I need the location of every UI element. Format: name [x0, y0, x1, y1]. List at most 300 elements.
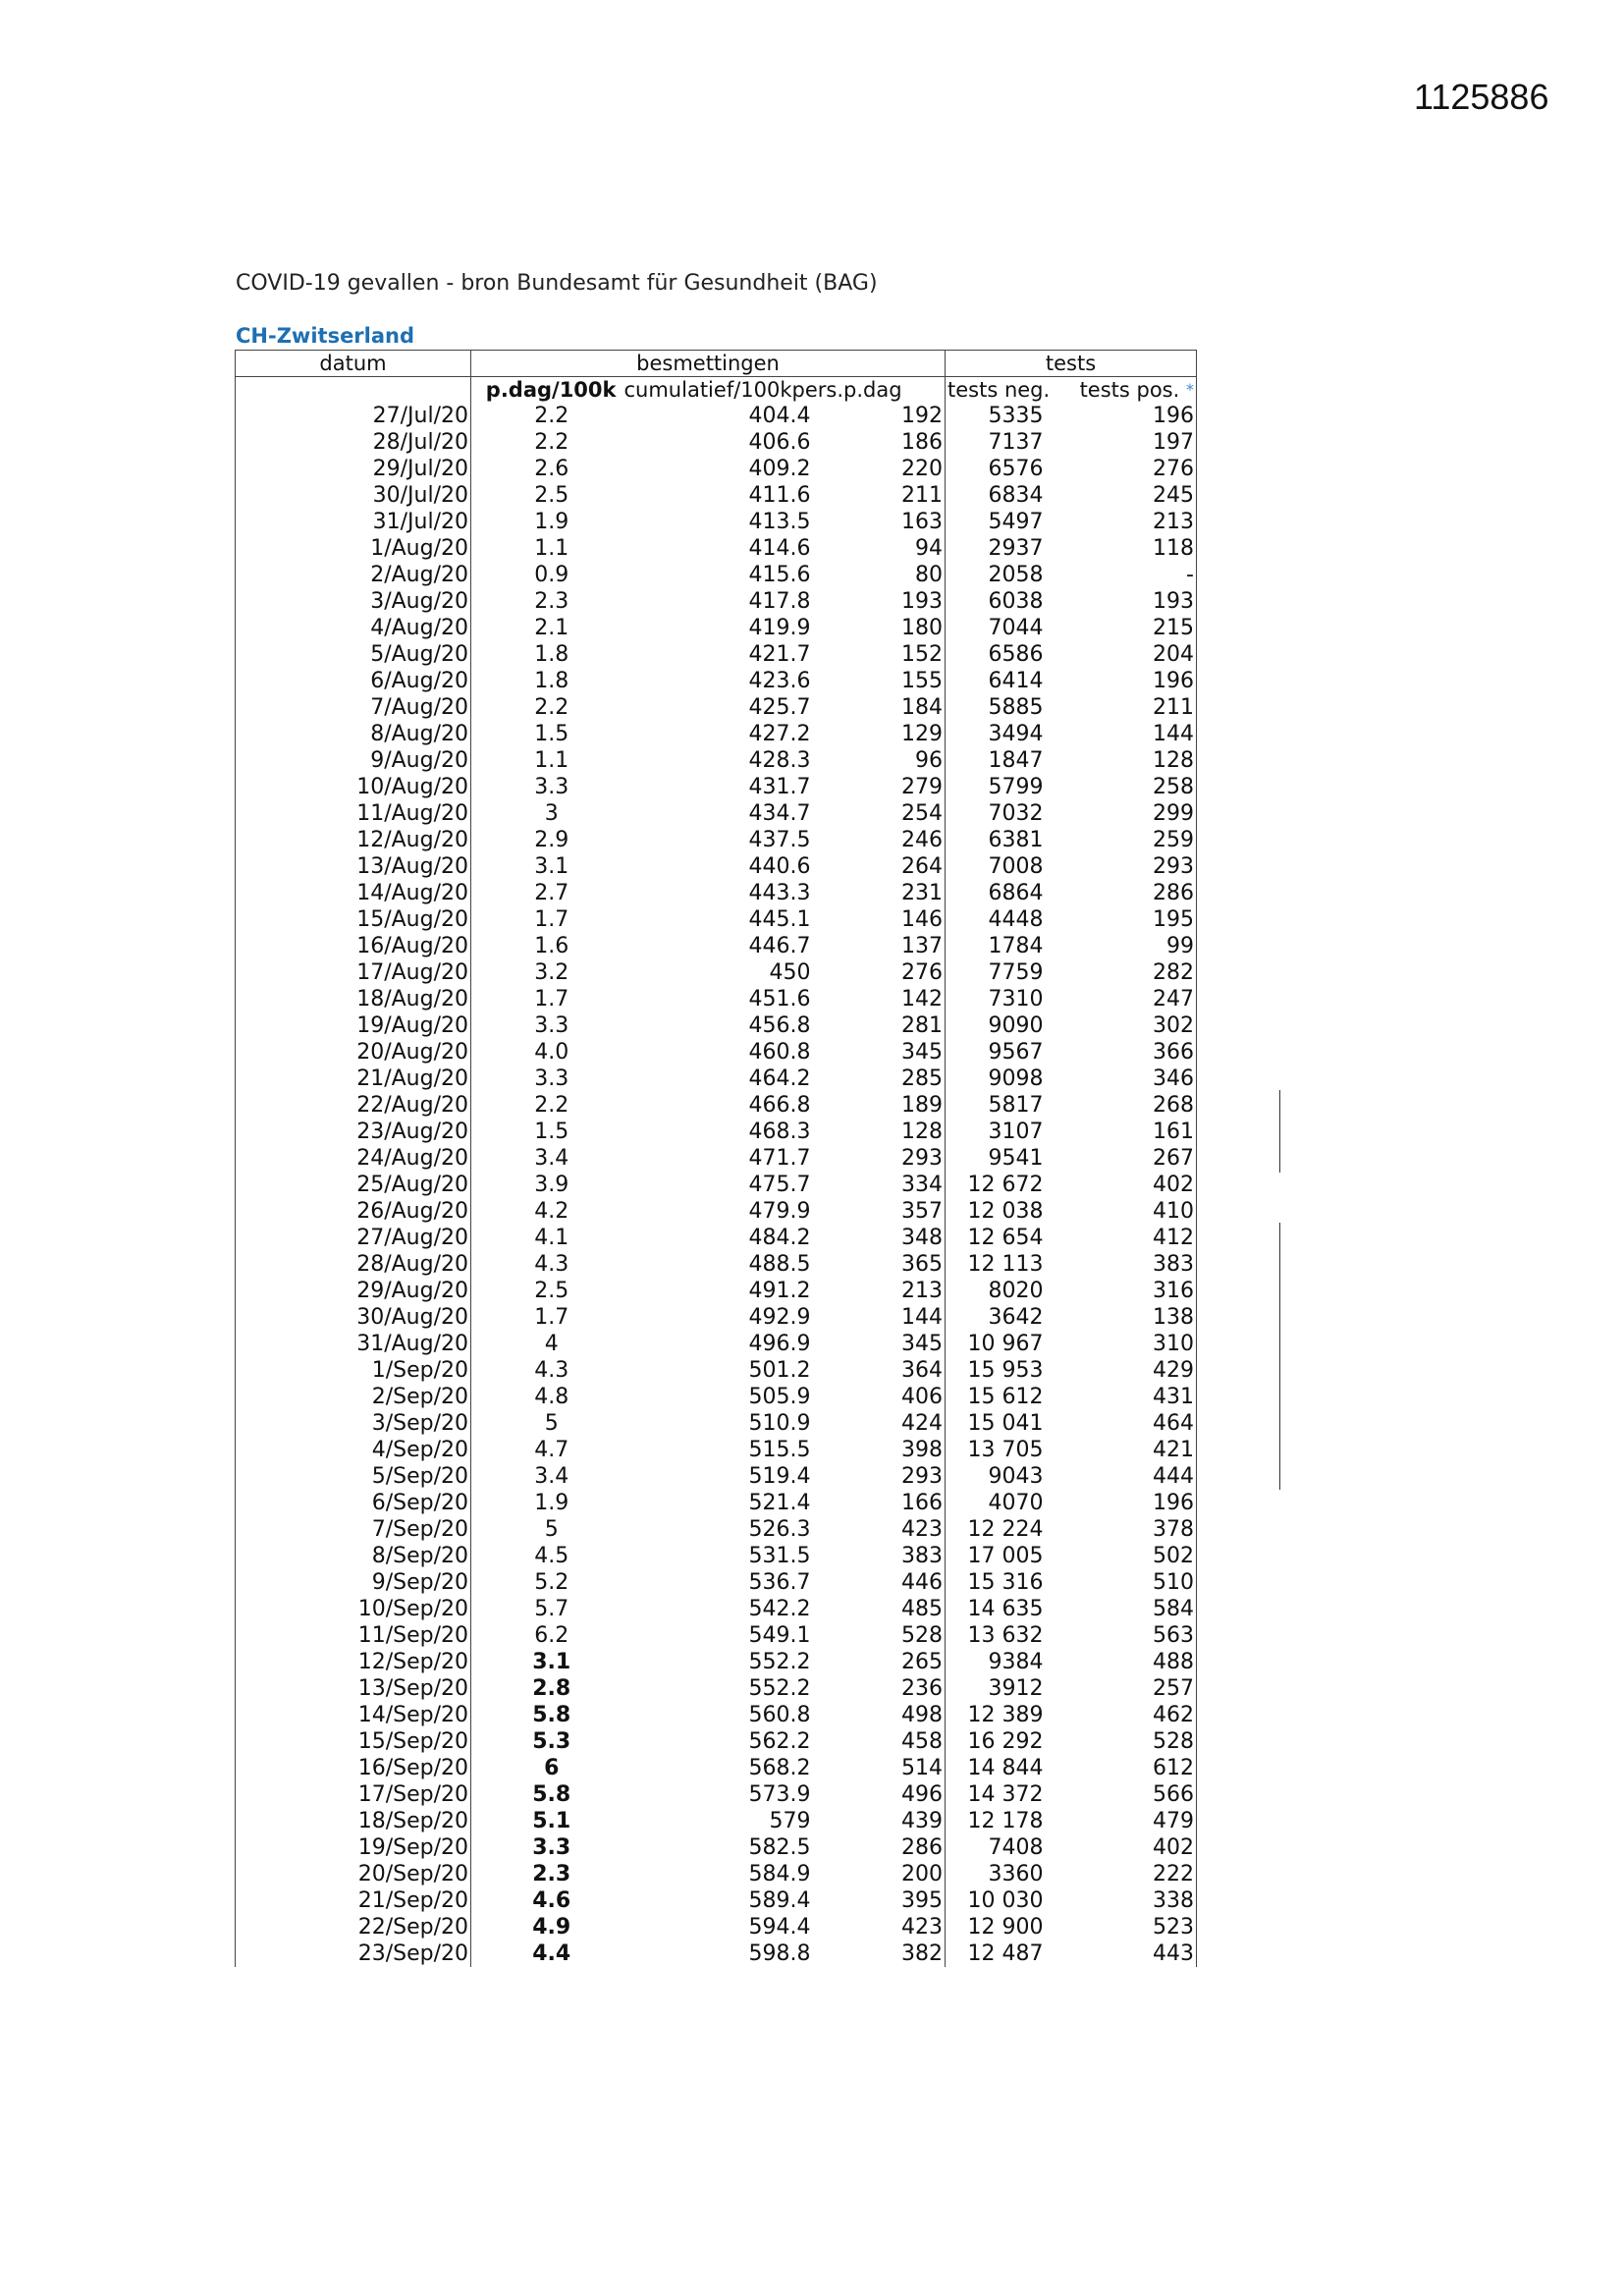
cell-datum: 30/Aug/20: [236, 1304, 471, 1331]
cell-p-dag-100k: 2.2: [534, 430, 569, 455]
cell-tests-neg: 3912: [988, 1676, 1044, 1701]
cell-tests-pos: 316: [1073, 1278, 1197, 1304]
cell-per-dag: 281: [825, 1012, 946, 1039]
cell-datum: 7/Sep/20: [236, 1516, 471, 1543]
cell-tests-pos: 211: [1073, 694, 1197, 721]
cell-cumulatief: 446.7: [748, 934, 811, 958]
footnote-marker: *: [1186, 380, 1194, 399]
page-caption: COVID-19 gevallen - bron Bundesamt für Gesundheit (BAG): [236, 271, 878, 296]
cell-per-dag: 293: [825, 1145, 946, 1172]
cell-p-dag-100k: 2.3: [534, 589, 569, 614]
cell-per-dag: 193: [825, 588, 946, 615]
cell-tests-neg: 12 113: [967, 1252, 1044, 1277]
cell-datum: 13/Sep/20: [236, 1675, 471, 1702]
cell-tests-neg: 7408: [988, 1835, 1044, 1860]
table-row: [236, 1702, 1197, 1728]
cell-p-dag-100k: 3.3: [534, 775, 569, 799]
cell-p-dag-100k: 1.9: [534, 510, 569, 534]
cell-per-dag: 264: [825, 853, 946, 880]
cell-cumulatief: 417.8: [748, 589, 811, 614]
cell-cumulatief: 415.6: [748, 563, 811, 587]
document-id: 1125886: [1414, 77, 1549, 117]
cell-datum: 2/Sep/20: [236, 1384, 471, 1410]
table-row: [236, 800, 1197, 827]
table-row: [236, 1490, 1197, 1516]
cell-tests-neg: 7759: [988, 960, 1044, 985]
cell-datum: 29/Aug/20: [236, 1278, 471, 1304]
cell-tests-neg: 13 632: [967, 1623, 1044, 1648]
cell-p-dag-100k: 5.1: [532, 1809, 571, 1833]
table-row: [236, 1543, 1197, 1569]
cell-p-dag-100k: 1.7: [534, 907, 569, 932]
cell-datum: 19/Sep/20: [236, 1834, 471, 1861]
cell-per-dag: 146: [825, 906, 946, 933]
cell-tests-pos: 366: [1073, 1039, 1197, 1066]
cell-tests-pos: 584: [1073, 1596, 1197, 1622]
cell-per-dag: 423: [825, 1914, 946, 1941]
cell-cumulatief: 552.2: [748, 1650, 811, 1674]
cell-per-dag: 498: [825, 1702, 946, 1728]
table-row: [236, 1066, 1197, 1092]
cell-tests-neg: 12 389: [967, 1703, 1044, 1727]
cell-tests-neg: 15 316: [967, 1570, 1044, 1595]
cell-datum: 9/Sep/20: [236, 1569, 471, 1596]
cell-datum: 16/Sep/20: [236, 1755, 471, 1781]
cell-p-dag-100k: 5.8: [532, 1782, 571, 1807]
cell-tests-neg: 2937: [988, 536, 1044, 561]
cell-tests-neg: 3494: [988, 722, 1044, 746]
cell-per-dag: 345: [825, 1331, 946, 1357]
cell-tests-pos: 566: [1073, 1781, 1197, 1808]
cell-tests-neg: 9090: [988, 1013, 1044, 1038]
cell-p-dag-100k: 4.3: [534, 1252, 569, 1277]
cell-datum: 21/Aug/20: [236, 1066, 471, 1092]
cell-cumulatief: 419.9: [748, 616, 811, 640]
table-row: [236, 1039, 1197, 1066]
cell-p-dag-100k: 4.3: [534, 1358, 569, 1383]
cell-cumulatief: 526.3: [748, 1517, 811, 1542]
cell-p-dag-100k: 2.9: [534, 828, 569, 852]
cell-tests-neg: 10 030: [967, 1888, 1044, 1913]
table-row: [236, 1834, 1197, 1861]
cell-tests-pos: 196: [1073, 1490, 1197, 1516]
cell-tests-neg: 7008: [988, 854, 1044, 879]
cell-per-dag: 155: [825, 668, 946, 694]
cell-datum: 24/Aug/20: [236, 1145, 471, 1172]
cell-datum: 1/Sep/20: [236, 1357, 471, 1384]
cell-tests-pos: 310: [1073, 1331, 1197, 1357]
cell-per-dag: 395: [825, 1887, 946, 1914]
cell-tests-neg: 12 224: [967, 1517, 1044, 1542]
cell-tests-neg: 7032: [988, 801, 1044, 826]
cell-tests-neg: 10 967: [967, 1332, 1044, 1356]
cell-tests-pos: 299: [1073, 800, 1197, 827]
header-tests-pos: [1073, 377, 1197, 404]
cell-tests-neg: 4070: [988, 1491, 1044, 1515]
cell-tests-pos: 502: [1073, 1543, 1197, 1569]
cell-cumulatief: 582.5: [748, 1835, 811, 1860]
cell-cumulatief: 488.5: [748, 1252, 811, 1277]
cell-cumulatief: 519.4: [748, 1464, 811, 1489]
cell-datum: 26/Aug/20: [236, 1198, 471, 1225]
table-row: [236, 1331, 1197, 1357]
table-row: [236, 774, 1197, 800]
cell-cumulatief: 589.4: [748, 1888, 811, 1913]
cell-tests-neg: 6381: [988, 828, 1044, 852]
cell-per-dag: 276: [825, 959, 946, 986]
cell-datum: 27/Jul/20: [236, 403, 471, 429]
header-p-dag-100k: p.dag/100k: [485, 378, 617, 402]
cell-tests-neg: 8020: [988, 1279, 1044, 1303]
cell-per-dag: 286: [825, 1834, 946, 1861]
cell-cumulatief: 536.7: [748, 1570, 811, 1595]
table-row: [236, 933, 1197, 959]
cell-per-dag: 458: [825, 1728, 946, 1755]
cell-tests-neg: 7310: [988, 987, 1044, 1011]
cell-p-dag-100k: 5.3: [532, 1729, 571, 1754]
cell-cumulatief: 584.9: [748, 1862, 811, 1886]
cell-cumulatief: 427.2: [748, 722, 811, 746]
cell-tests-neg: 15 041: [967, 1411, 1044, 1436]
cell-datum: 30/Jul/20: [236, 482, 471, 509]
cell-p-dag-100k: 1.1: [534, 748, 569, 773]
header-tests-pos-label: tests pos.: [1079, 378, 1180, 402]
cell-datum: 14/Aug/20: [236, 880, 471, 906]
header-datum-blank: [236, 377, 471, 404]
cell-per-dag: 265: [825, 1649, 946, 1675]
table-row: [236, 1251, 1197, 1278]
cell-tests-neg: 5885: [988, 695, 1044, 720]
cell-p-dag-100k: 4.1: [534, 1226, 569, 1250]
cell-per-dag: 213: [825, 1278, 946, 1304]
cell-cumulatief: 501.2: [748, 1358, 811, 1383]
cell-cumulatief: 451.6: [748, 987, 811, 1011]
cell-p-dag-100k: 4.7: [534, 1438, 569, 1462]
table-row: [236, 827, 1197, 853]
cell-cumulatief: 406.6: [748, 430, 811, 455]
cell-cumulatief: 450: [769, 960, 811, 985]
cell-tests-neg: 6576: [988, 457, 1044, 481]
cell-tests-pos: 346: [1073, 1066, 1197, 1092]
table-row: [236, 509, 1197, 535]
cell-cumulatief: 471.7: [748, 1146, 811, 1171]
cell-per-dag: 485: [825, 1596, 946, 1622]
cell-p-dag-100k: 3.9: [534, 1173, 569, 1197]
cell-cumulatief: 568.2: [748, 1756, 811, 1780]
cell-per-dag: 152: [825, 641, 946, 668]
table-row: [236, 1225, 1197, 1251]
cell-datum: 10/Aug/20: [236, 774, 471, 800]
cell-datum: 29/Jul/20: [236, 456, 471, 482]
cell-per-dag: 406: [825, 1384, 946, 1410]
cell-p-dag-100k: 1.8: [534, 669, 569, 693]
cell-per-dag: 96: [825, 747, 946, 774]
cell-tests-neg: 9541: [988, 1146, 1044, 1171]
cell-cumulatief: 425.7: [748, 695, 811, 720]
cell-tests-pos: 464: [1073, 1410, 1197, 1437]
header-besmettingen: besmettingen: [471, 351, 946, 377]
cell-tests-neg: 9043: [988, 1464, 1044, 1489]
cell-cumulatief: 515.5: [748, 1438, 811, 1462]
cell-p-dag-100k: 4.4: [532, 1941, 571, 1966]
cell-per-dag: 334: [825, 1172, 946, 1198]
cell-per-dag: 345: [825, 1039, 946, 1066]
cell-per-dag: 364: [825, 1357, 946, 1384]
margin-mark-upper: [1279, 1090, 1280, 1173]
cell-datum: 6/Aug/20: [236, 668, 471, 694]
cell-p-dag-100k: 1.1: [534, 536, 569, 561]
cell-cumulatief: 521.4: [748, 1491, 811, 1515]
cell-p-dag-100k: 3.4: [534, 1464, 569, 1489]
cell-tests-pos: 429: [1073, 1357, 1197, 1384]
table-row: [236, 1304, 1197, 1331]
cell-p-dag-100k: 5.7: [534, 1597, 569, 1621]
cell-p-dag-100k: 4.5: [534, 1544, 569, 1568]
cell-cumulatief: 491.2: [748, 1279, 811, 1303]
cell-p-dag-100k: 1.6: [534, 934, 569, 958]
cell-per-dag: 236: [825, 1675, 946, 1702]
cell-tests-neg: 9567: [988, 1040, 1044, 1065]
table-row: [236, 694, 1197, 721]
header-tests: tests: [946, 351, 1197, 377]
table-row: [236, 482, 1197, 509]
cell-datum: 11/Aug/20: [236, 800, 471, 827]
table-row: [236, 721, 1197, 747]
cell-per-dag: 184: [825, 694, 946, 721]
table-row: [236, 1755, 1197, 1781]
cell-tests-pos: 196: [1073, 668, 1197, 694]
cell-p-dag-100k: 4: [544, 1332, 559, 1356]
cell-tests-pos: 523: [1073, 1914, 1197, 1941]
cell-datum: 12/Aug/20: [236, 827, 471, 853]
table-row: [236, 615, 1197, 641]
cell-p-dag-100k: 1.7: [534, 987, 569, 1011]
table-row: [236, 1781, 1197, 1808]
table-row: [236, 1172, 1197, 1198]
cell-tests-pos: 421: [1073, 1437, 1197, 1463]
cell-p-dag-100k: 5.2: [534, 1570, 569, 1595]
cell-datum: 22/Aug/20: [236, 1092, 471, 1119]
cell-tests-pos: 338: [1073, 1887, 1197, 1914]
table-row: [236, 1410, 1197, 1437]
cell-datum: 13/Aug/20: [236, 853, 471, 880]
table-row: [236, 1622, 1197, 1649]
cell-per-dag: 80: [825, 562, 946, 588]
table-row: [236, 1914, 1197, 1941]
cell-per-dag: 142: [825, 986, 946, 1012]
cell-tests-pos: 276: [1073, 456, 1197, 482]
cell-datum: 17/Sep/20: [236, 1781, 471, 1808]
cell-tests-neg: 14 372: [967, 1782, 1044, 1807]
cell-p-dag-100k: 2.2: [534, 404, 569, 428]
cell-datum: 28/Jul/20: [236, 429, 471, 456]
cell-per-dag: 398: [825, 1437, 946, 1463]
table-row: [236, 535, 1197, 562]
cell-cumulatief: 443.3: [748, 881, 811, 905]
cell-per-dag: 365: [825, 1251, 946, 1278]
cell-tests-neg: 6414: [988, 669, 1044, 693]
cell-per-dag: 446: [825, 1569, 946, 1596]
cell-tests-neg: 12 900: [967, 1915, 1044, 1940]
cell-cumulatief: 409.2: [748, 457, 811, 481]
covid-data-table: [235, 350, 1197, 1967]
cell-p-dag-100k: 2.6: [534, 457, 569, 481]
table-row: [236, 588, 1197, 615]
table-row: [236, 1596, 1197, 1622]
cell-datum: 28/Aug/20: [236, 1251, 471, 1278]
cell-p-dag-100k: 3.3: [532, 1835, 571, 1860]
table-row: [236, 429, 1197, 456]
cell-tests-pos: 402: [1073, 1834, 1197, 1861]
cell-per-dag: 144: [825, 1304, 946, 1331]
cell-p-dag-100k: 3.3: [534, 1013, 569, 1038]
cell-tests-pos: 118: [1073, 535, 1197, 562]
table-row: [236, 1569, 1197, 1596]
cell-tests-pos: 245: [1073, 482, 1197, 509]
cell-tests-pos: 510: [1073, 1569, 1197, 1596]
cell-datum: 8/Sep/20: [236, 1543, 471, 1569]
cell-tests-neg: 4448: [988, 907, 1044, 932]
cell-p-dag-100k: 2.8: [532, 1676, 571, 1701]
cell-cumulatief: 423.6: [748, 669, 811, 693]
cell-cumulatief: 510.9: [748, 1411, 811, 1436]
cell-datum: 3/Sep/20: [236, 1410, 471, 1437]
cell-tests-neg: 12 672: [967, 1173, 1044, 1197]
cell-cumulatief: 464.2: [748, 1066, 811, 1091]
cell-datum: 7/Aug/20: [236, 694, 471, 721]
cell-cumulatief: 479.9: [748, 1199, 811, 1224]
cell-tests-pos: 444: [1073, 1463, 1197, 1490]
cell-tests-neg: 14 635: [967, 1597, 1044, 1621]
cell-tests-neg: 14 844: [967, 1756, 1044, 1780]
table-row: [236, 853, 1197, 880]
cell-tests-pos: -: [1073, 562, 1197, 588]
cell-p-dag-100k: 5: [544, 1411, 559, 1436]
cell-datum: 25/Aug/20: [236, 1172, 471, 1198]
table-row: [236, 880, 1197, 906]
cell-tests-pos: 213: [1073, 509, 1197, 535]
cell-cumulatief: 552.2: [748, 1676, 811, 1701]
cell-datum: 15/Sep/20: [236, 1728, 471, 1755]
cell-datum: 31/Jul/20: [236, 509, 471, 535]
cell-tests-pos: 282: [1073, 959, 1197, 986]
cell-p-dag-100k: 3.4: [534, 1146, 569, 1171]
table-body: [236, 403, 1197, 1967]
cell-p-dag-100k: 1.7: [534, 1305, 569, 1330]
cell-p-dag-100k: 2.5: [534, 1279, 569, 1303]
cell-datum: 19/Aug/20: [236, 1012, 471, 1039]
cell-per-dag: 192: [825, 403, 946, 429]
cell-cumulatief: 468.3: [748, 1120, 811, 1144]
cell-tests-neg: 16 292: [967, 1729, 1044, 1754]
table-row: [236, 1384, 1197, 1410]
cell-datum: 4/Sep/20: [236, 1437, 471, 1463]
cell-datum: 18/Aug/20: [236, 986, 471, 1012]
cell-per-dag: 423: [825, 1516, 946, 1543]
cell-tests-pos: 99: [1073, 933, 1197, 959]
cell-tests-neg: 5497: [988, 510, 1044, 534]
cell-datum: 5/Sep/20: [236, 1463, 471, 1490]
cell-tests-neg: 6586: [988, 642, 1044, 667]
cell-p-dag-100k: 4.9: [532, 1915, 571, 1940]
cell-cumulatief: 460.8: [748, 1040, 811, 1065]
cell-p-dag-100k: 4.8: [534, 1385, 569, 1409]
cell-cumulatief: 456.8: [748, 1013, 811, 1038]
cell-per-dag: 348: [825, 1225, 946, 1251]
table-row: [236, 403, 1197, 429]
cell-tests-pos: 462: [1073, 1702, 1197, 1728]
table-row: [236, 959, 1197, 986]
cell-cumulatief: 431.7: [748, 775, 811, 799]
table-row: [236, 986, 1197, 1012]
cell-p-dag-100k: 4.6: [532, 1888, 571, 1913]
cell-datum: 22/Sep/20: [236, 1914, 471, 1941]
cell-per-dag: 254: [825, 800, 946, 827]
cell-tests-pos: 196: [1073, 403, 1197, 429]
cell-cumulatief: 475.7: [748, 1173, 811, 1197]
cell-p-dag-100k: 2.7: [534, 881, 569, 905]
cell-tests-pos: 402: [1073, 1172, 1197, 1198]
cell-tests-neg: 7137: [988, 430, 1044, 455]
cell-cumulatief: 579: [769, 1809, 811, 1833]
cell-tests-pos: 197: [1073, 429, 1197, 456]
cell-tests-pos: 383: [1073, 1251, 1197, 1278]
table-row: [236, 1649, 1197, 1675]
cell-tests-neg: 13 705: [967, 1438, 1044, 1462]
cell-per-dag: 137: [825, 933, 946, 959]
cell-tests-pos: 410: [1073, 1198, 1197, 1225]
cell-p-dag-100k: 5.8: [532, 1703, 571, 1727]
cell-tests-pos: 195: [1073, 906, 1197, 933]
cell-datum: 17/Aug/20: [236, 959, 471, 986]
cell-tests-pos: 193: [1073, 588, 1197, 615]
cell-datum: 14/Sep/20: [236, 1702, 471, 1728]
cell-datum: 10/Sep/20: [236, 1596, 471, 1622]
table-row: [236, 1198, 1197, 1225]
cell-per-dag: 496: [825, 1781, 946, 1808]
table-row: [236, 1861, 1197, 1887]
cell-per-dag: 293: [825, 1463, 946, 1490]
cell-per-dag: 129: [825, 721, 946, 747]
cell-tests-pos: 222: [1073, 1861, 1197, 1887]
header-tests-neg: tests neg.: [947, 378, 1051, 402]
cell-tests-pos: 479: [1073, 1808, 1197, 1834]
cell-datum: 21/Sep/20: [236, 1887, 471, 1914]
cell-per-dag: 94: [825, 535, 946, 562]
cell-tests-neg: 12 038: [967, 1199, 1044, 1224]
cell-p-dag-100k: 2.5: [534, 483, 569, 508]
cell-cumulatief: 421.7: [748, 642, 811, 667]
cell-cumulatief: 562.2: [748, 1729, 811, 1754]
cell-cumulatief: 466.8: [748, 1093, 811, 1118]
cell-tests-pos: 528: [1073, 1728, 1197, 1755]
cell-per-dag: 200: [825, 1861, 946, 1887]
table-row: [236, 1887, 1197, 1914]
cell-datum: 4/Aug/20: [236, 615, 471, 641]
cell-per-dag: 279: [825, 774, 946, 800]
cell-p-dag-100k: 0.9: [534, 563, 569, 587]
cell-tests-neg: 17 005: [967, 1544, 1044, 1568]
cell-tests-pos: 488: [1073, 1649, 1197, 1675]
cell-cumulatief: 413.5: [748, 510, 811, 534]
cell-per-dag: 514: [825, 1755, 946, 1781]
cell-p-dag-100k: 1.5: [534, 1120, 569, 1144]
cell-cumulatief: 445.1: [748, 907, 811, 932]
cell-datum: 11/Sep/20: [236, 1622, 471, 1649]
cell-per-dag: 180: [825, 615, 946, 641]
cell-tests-neg: 1847: [988, 748, 1044, 773]
cell-tests-pos: 215: [1073, 615, 1197, 641]
